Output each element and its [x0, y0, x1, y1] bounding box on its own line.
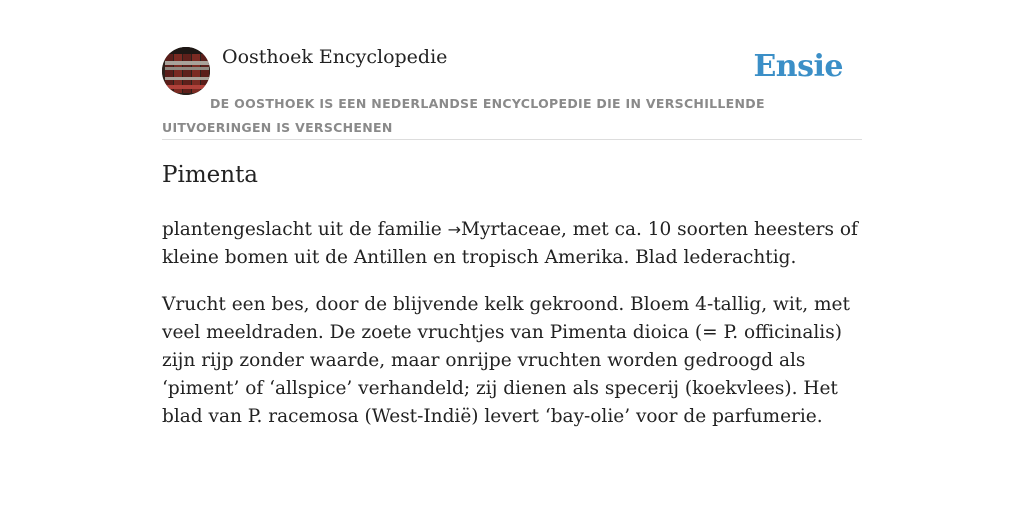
myrtaceae-link-label: Myrtaceae [461, 219, 562, 240]
article-paragraph-2: Vrucht een bes, door de blijvende kelk gekroond. Bloem 4-tallig, wit, met veel meeldraden. De zoete vruchtjes van Pimenta dioica (= P. officinalis) zijn rijp zonder waarde, maar onrijpe vruchten worden gedroogd als ‘piment’ of ‘allspice’ verhandeld; zij dienen als specerij (koekvlees). Het blad van P. racemosa (West-Indië) levert ‘bay-olie’ voor de parfumerie. [162, 294, 850, 427]
paragraph-1-text-end: , met ca. 10 soorten heesters of kleine bomen uit de Antillen en tropisch Amerika. Blad lederachtig. [162, 219, 858, 268]
article-title: Pimenta [162, 162, 259, 188]
encyclopedia-books-icon[interactable] [162, 47, 210, 95]
brand-logo-link[interactable]: Ensie [753, 49, 843, 84]
header [162, 44, 862, 140]
myrtaceae-link[interactable] [448, 219, 561, 240]
site-tagline: DE OOSTHOEK IS EEN NEDERLANDSE ENCYCLOPEDIE DIE IN VERSCHILLENDE UITVOERINGEN IS VERSCHENEN [162, 96, 765, 135]
article-card [162, 44, 862, 427]
article-body [162, 216, 862, 450]
article-paragraph-1 [162, 216, 862, 272]
site-name-link[interactable]: Oosthoek Encyclopedie [222, 46, 448, 68]
paragraph-1-text-start: plantengeslacht uit de familie [162, 219, 448, 240]
arrow-right-icon: → [447, 220, 462, 239]
